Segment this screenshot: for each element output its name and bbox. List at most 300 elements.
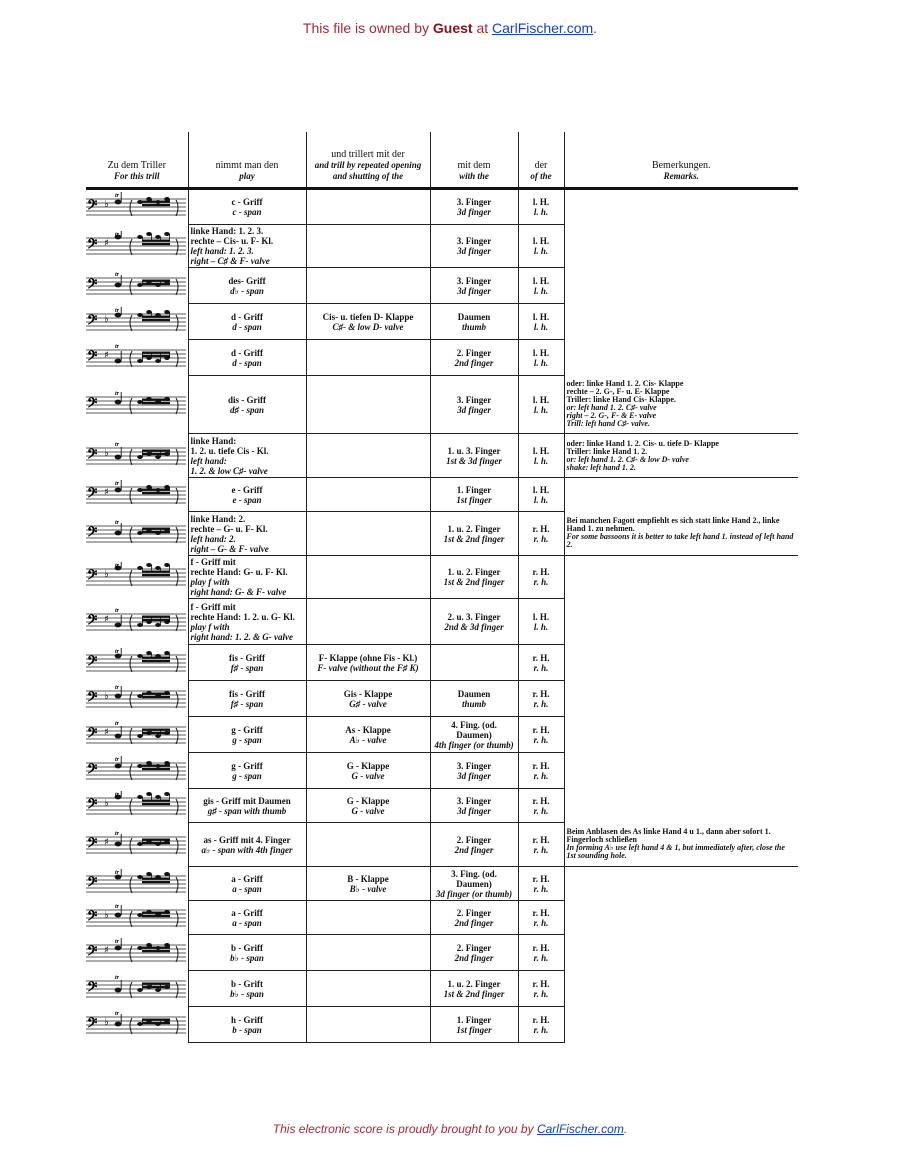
cell-line: right hand: G- & F- valve: [190, 587, 287, 597]
hand-cell: [518, 434, 564, 478]
bracket-open-icon: [130, 488, 132, 504]
finger-cell: [430, 935, 518, 971]
trill-mark-icon: tr: [115, 307, 120, 314]
beam-icon: [142, 574, 170, 576]
beam-icon: [142, 449, 170, 451]
cell-line: G - valve: [351, 770, 385, 781]
remarks-cell: [564, 645, 798, 681]
cell-line: B♭ - valve: [349, 883, 387, 894]
main-note-icon: [115, 282, 122, 287]
beam-icon: [142, 768, 170, 770]
finger-cell: [430, 556, 518, 599]
hand-cell: [518, 478, 564, 512]
accidental-icon: ♭: [104, 569, 109, 580]
header-of-the: der of the: [518, 132, 564, 189]
trill-notation-cell: [86, 1007, 188, 1043]
cell-line: r. h.: [533, 883, 549, 894]
cell-line: 4. Fing. (od. Daumen): [451, 719, 497, 740]
cell-line: 3. Finger: [456, 275, 492, 286]
bass-clef-icon: 𝄢: [87, 724, 98, 744]
cell-line: fis - Griff: [229, 688, 265, 699]
accidental-icon: ♭: [104, 447, 109, 459]
cell-line: d - span: [232, 357, 262, 368]
trill-key-cell: [306, 753, 430, 789]
table-row: [86, 478, 798, 512]
cell-line: 1st finger: [456, 1024, 492, 1035]
trill-mark-icon: tr: [115, 343, 120, 350]
bass-clef-icon: 𝄢: [87, 394, 98, 414]
cell-line: 2. Finger: [456, 834, 492, 845]
bracket-close-icon: [176, 838, 178, 854]
bracket-close-icon: [176, 799, 178, 815]
accidental-icon: ♭: [104, 797, 109, 809]
cell-line: l. H.: [532, 484, 550, 495]
cell-line: C♯- & low D- valve: [332, 321, 404, 332]
grace-note-icon: [164, 232, 170, 236]
remarks-cell: [564, 971, 798, 1007]
remarks-cell: [564, 599, 798, 645]
remarks-cell: [564, 434, 798, 478]
cell-line: e - span: [232, 494, 262, 505]
ownership-prefix: This file is owned by: [302, 20, 433, 36]
trill-mark-icon: tr: [115, 648, 120, 655]
main-note-icon: [115, 454, 122, 459]
grace-note-icon: [155, 988, 161, 992]
trill-staff-icon: [86, 1010, 186, 1040]
beam-icon: [142, 492, 170, 494]
bracket-open-icon: [130, 279, 132, 295]
bass-clef-icon: 𝄢: [87, 311, 98, 331]
trill-notation-cell: [86, 971, 188, 1007]
cell-line: r. h.: [533, 917, 549, 928]
beam-icon: [142, 531, 170, 533]
bracket-close-icon: [176, 728, 178, 744]
trill-key-cell: [306, 599, 430, 645]
main-note-icon: [115, 622, 122, 627]
table-row: [86, 645, 798, 681]
trill-staff-icon: [86, 390, 186, 420]
cell-line: 3d finger: [457, 285, 491, 296]
trill-notation-cell: [86, 599, 188, 645]
beam-icon: [142, 803, 170, 805]
carlfischer-link-bottom[interactable]: CarlFischer.com: [536, 1122, 624, 1136]
cell-line: g - span: [232, 770, 262, 781]
hand-cell: [518, 376, 564, 434]
table-row: [86, 434, 798, 478]
bracket-open-icon: [130, 692, 132, 708]
bass-clef-icon: 𝄢: [87, 611, 98, 631]
trill-key-cell: [306, 189, 430, 225]
hand-cell: [518, 717, 564, 753]
cell-line: r. H.: [532, 834, 550, 845]
bracket-open-icon: [130, 527, 132, 543]
table-row: [86, 512, 798, 556]
trill-notation-cell: [86, 225, 188, 268]
main-note-icon: [115, 733, 122, 738]
hand-cell: [518, 225, 564, 268]
cell-line: 2. u. 3. Finger: [447, 611, 501, 622]
table-row: [86, 376, 798, 434]
grace-note-icon: [164, 197, 170, 201]
cell-line: r. h.: [533, 734, 549, 745]
grace-note-icon: [146, 310, 152, 314]
grace-note-icon: [137, 795, 143, 799]
table-header-row: [86, 132, 798, 189]
bracket-close-icon: [176, 315, 178, 331]
cell-line: oder: linke Hand 1. 2. Cis- Klappe: [566, 379, 684, 389]
grip-cell: [188, 189, 306, 225]
finger-cell: [430, 971, 518, 1007]
cell-line: dis - Griff: [228, 394, 266, 405]
grace-note-icon: [146, 792, 152, 796]
beam-icon: [142, 243, 170, 245]
cell-line: 1st finger: [456, 494, 492, 505]
trill-key-cell: [306, 681, 430, 717]
cell-line: play f with: [190, 621, 230, 632]
trill-notation-cell: [86, 901, 188, 935]
remarks-cell: [564, 376, 798, 434]
bracket-close-icon: [176, 239, 178, 255]
cell-line: Cis- u. tiefen D- Klappe: [322, 311, 414, 322]
beam-icon: [142, 201, 170, 203]
grace-note-icon: [137, 313, 143, 317]
trill-key-cell: [306, 268, 430, 304]
trill-key-cell: [306, 1007, 430, 1043]
grace-note-icon: [146, 485, 152, 489]
grace-note-icon: [164, 872, 170, 876]
fingering-table: [86, 132, 798, 1043]
cell-line: shake: left hand 1. 2.: [566, 462, 636, 472]
cell-line: rechte Hand: 1. 2. u. G- Kl.: [190, 611, 295, 622]
table-row: [86, 867, 798, 901]
beam-icon: [142, 950, 170, 952]
trill-fingering-chart: [86, 132, 798, 1043]
table-row: [86, 901, 798, 935]
main-note-icon: [115, 530, 122, 535]
grip-cell: [188, 268, 306, 304]
finger-cell: [430, 1007, 518, 1043]
finger-cell: [430, 189, 518, 225]
beam-icon: [142, 619, 170, 621]
trill-staff-icon: [86, 830, 186, 860]
remarks-cell: [564, 304, 798, 340]
cell-line: linke Hand:: [190, 435, 237, 446]
grace-note-icon: [164, 310, 170, 314]
carlfischer-link-top[interactable]: CarlFischer.com: [492, 20, 594, 36]
trill-notation-cell: [86, 376, 188, 434]
grace-note-icon: [137, 531, 143, 535]
cell-line: G - Klappe: [346, 760, 390, 771]
bracket-open-icon: [130, 449, 132, 465]
cell-line: a - Griff: [231, 873, 263, 884]
beam-icon: [142, 571, 170, 573]
beam-icon: [142, 283, 170, 285]
cell-line: a - span: [232, 883, 262, 894]
finger-cell: [430, 717, 518, 753]
beam-icon: [142, 398, 170, 400]
cell-line: G - valve: [351, 805, 385, 816]
remarks-cell: [564, 1007, 798, 1043]
cell-line: b - Griff: [231, 942, 263, 953]
cell-line: r. h.: [533, 662, 549, 673]
beam-icon: [142, 911, 170, 913]
cell-line: 1. u. 2. Finger: [447, 567, 501, 577]
bracket-open-icon: [130, 239, 132, 255]
grace-note-icon: [155, 359, 161, 363]
trill-notation-cell: [86, 645, 188, 681]
grace-note-icon: [137, 623, 143, 627]
trill-key-cell: [306, 645, 430, 681]
bracket-close-icon: [176, 946, 178, 962]
trill-key-cell: [306, 717, 430, 753]
table-row: [86, 935, 798, 971]
bracket-open-icon: [130, 728, 132, 744]
bass-clef-icon: 𝄢: [87, 907, 98, 927]
finger-cell: [430, 376, 518, 434]
bass-clef-icon: 𝄢: [87, 523, 98, 543]
cell-line: Triller: linke Hand Cis- Klappe.: [566, 395, 676, 405]
trill-mark-icon: tr: [115, 271, 120, 278]
trill-mark-icon: tr: [115, 684, 120, 691]
grace-note-icon: [137, 359, 143, 363]
grace-note-icon: [164, 651, 170, 655]
header-remarks: Bemerkungen. Remarks.: [564, 132, 798, 189]
cell-line: r. H.: [532, 1014, 550, 1025]
main-note-icon: [115, 693, 122, 698]
bracket-open-icon: [130, 838, 132, 854]
grace-note-icon: [146, 943, 152, 947]
cell-line: Trill: left hand C♯- valve.: [566, 419, 650, 429]
main-note-icon: [115, 358, 122, 363]
grace-note-icon: [137, 764, 143, 768]
cell-line: 1. Finger: [456, 1014, 492, 1025]
cell-line: l. H.: [532, 445, 550, 456]
cell-line: l. H.: [532, 236, 550, 246]
beam-icon: [142, 402, 170, 404]
cell-line: B - Klappe: [347, 873, 389, 884]
beam-icon: [142, 799, 170, 801]
cell-line: r. h.: [533, 577, 549, 587]
grace-note-icon: [137, 400, 143, 404]
trill-notation-cell: [86, 789, 188, 823]
bracket-open-icon: [130, 656, 132, 672]
footer-notice: [0, 1122, 900, 1136]
cell-line: h - Griff: [231, 1014, 263, 1025]
trill-staff-icon: [86, 756, 186, 786]
cell-line: 1. u. 2. Finger: [447, 978, 501, 989]
remarks-cell: [564, 901, 798, 935]
hand-cell: [518, 599, 564, 645]
trill-staff-icon: [86, 480, 186, 510]
table-row: [86, 304, 798, 340]
cell-line: Gis - Klappe: [343, 688, 393, 699]
cell-line: g - Griff: [231, 760, 263, 771]
cell-line: 2. Finger: [456, 907, 492, 918]
bass-clef-icon: 𝄢: [87, 236, 98, 255]
cell-line: rechte – 2. G-, F- u. E- Klappe: [566, 387, 670, 397]
cell-line: 4th finger (or thumb): [434, 739, 514, 750]
table-row: [86, 789, 798, 823]
cell-line: 3. Finger: [456, 760, 492, 771]
beam-icon: [142, 527, 170, 529]
grace-note-icon: [137, 283, 143, 287]
grace-note-icon: [146, 872, 152, 876]
bass-clef-icon: 𝄢: [87, 197, 98, 217]
remarks-cell: [564, 935, 798, 971]
beam-icon: [142, 355, 170, 357]
bracket-open-icon: [130, 799, 132, 815]
trill-notation-cell: [86, 717, 188, 753]
beam-icon: [142, 696, 170, 698]
grip-cell: [188, 376, 306, 434]
hand-cell: [518, 512, 564, 556]
beam-icon: [142, 692, 170, 694]
header-with-the: mit dem with the: [430, 132, 518, 189]
hand-cell: [518, 1007, 564, 1043]
cell-line: or: left hand 1. 2. C♯- valve: [566, 403, 657, 413]
cell-line: l. H.: [532, 275, 550, 286]
cell-line: 2nd finger: [454, 844, 494, 855]
cell-line: 3d finger: [457, 770, 491, 781]
grip-cell: [188, 971, 306, 1007]
remarks-cell: [564, 753, 798, 789]
grace-note-icon: [164, 792, 170, 796]
cell-line: r. h.: [533, 952, 549, 963]
grace-note-icon: [137, 455, 143, 459]
cell-line: b - span: [232, 1024, 262, 1035]
cell-line: des- Griff: [228, 275, 266, 286]
cell-line: f - Griff mit: [190, 601, 236, 612]
finger-cell: [430, 304, 518, 340]
cell-line: linke Hand: 1. 2. 3.: [190, 226, 264, 236]
cell-line: d♯ - span: [229, 404, 264, 415]
beam-icon: [142, 279, 170, 281]
trill-key-cell: [306, 935, 430, 971]
cell-line: r. H.: [532, 652, 550, 663]
cell-line: a♭ - span with 4th finger: [201, 844, 293, 855]
trill-staff-icon: [86, 938, 186, 968]
cell-line: r. h.: [533, 770, 549, 781]
cell-line: r. h.: [533, 844, 549, 855]
cell-line: thumb: [461, 698, 486, 709]
grace-note-icon: [137, 875, 143, 879]
trill-mark-icon: tr: [115, 519, 120, 526]
cell-line: l. H.: [532, 347, 550, 358]
bracket-open-icon: [130, 398, 132, 414]
finger-cell: [430, 512, 518, 556]
grip-cell: [188, 935, 306, 971]
hand-cell: [518, 753, 564, 789]
cell-line: 1. Finger: [456, 484, 492, 495]
cell-line: oder: linke Hand 1. 2. Cis- u. tiefe D- Klappe: [566, 438, 719, 448]
accidental-icon: ♭: [104, 1016, 109, 1028]
cell-line: d - span: [232, 321, 262, 332]
trill-staff-icon: [86, 343, 186, 373]
main-note-icon: [115, 912, 122, 917]
cell-line: 3. Fing. (od. Daumen): [451, 868, 497, 889]
grace-note-icon: [137, 913, 143, 917]
grip-cell: [188, 753, 306, 789]
cell-line: r. H.: [532, 567, 550, 577]
beam-icon: [142, 1018, 170, 1020]
trill-key-cell: [306, 376, 430, 434]
cell-line: rechte – Cis- u. F- Kl.: [190, 236, 274, 246]
cell-line: 1st & 3d finger: [446, 455, 502, 466]
bracket-close-icon: [176, 911, 178, 927]
trill-mark-icon: tr: [115, 232, 120, 238]
bracket-close-icon: [176, 615, 178, 631]
cell-line: right – 2. G-, F- & E- valve: [566, 411, 657, 421]
cell-line: gis - Griff mit Daumen: [203, 795, 291, 806]
grip-cell: [188, 434, 306, 478]
cell-line: r. H.: [532, 942, 550, 953]
ownership-mid: at: [472, 20, 493, 36]
main-note-icon: [115, 945, 122, 950]
header-trill: Zu dem Triller For this trill: [86, 132, 188, 189]
cell-line: rechte – G- u. F- Kl.: [190, 523, 268, 534]
cell-line: l. H.: [532, 311, 550, 322]
cell-line: b♭ - span: [230, 988, 264, 999]
trill-staff-icon: [86, 607, 186, 637]
table-row: [86, 971, 798, 1007]
beam-icon: [142, 204, 170, 206]
cell-line: play f with: [190, 577, 230, 587]
bracket-open-icon: [130, 877, 132, 893]
grace-note-icon: [137, 200, 143, 204]
trill-mark-icon: tr: [115, 720, 120, 727]
trill-staff-icon: [86, 192, 186, 222]
cell-line: thumb: [461, 321, 486, 332]
remarks-cell: [564, 340, 798, 376]
trill-notation-cell: [86, 935, 188, 971]
remarks-cell: [564, 268, 798, 304]
cell-line: Daumen: [457, 688, 491, 699]
cell-line: r. h.: [533, 988, 549, 999]
trill-notation-cell: [86, 556, 188, 599]
beam-icon: [142, 915, 170, 917]
cell-line: d - Griff: [231, 347, 263, 358]
table-row: [86, 340, 798, 376]
footer-suffix: .: [623, 1122, 628, 1136]
cell-line: r. H.: [532, 795, 550, 806]
grip-cell: [188, 789, 306, 823]
cell-line: l. h.: [533, 321, 549, 332]
hand-cell: [518, 645, 564, 681]
beam-icon: [142, 315, 170, 317]
bass-clef-icon: 𝄢: [87, 275, 98, 295]
grace-note-icon: [146, 651, 152, 655]
trill-mark-icon: tr: [115, 563, 120, 569]
table-row: [86, 753, 798, 789]
cell-line: left hand:: [190, 455, 227, 466]
cell-line: r. h.: [533, 1024, 549, 1035]
trill-notation-cell: [86, 434, 188, 478]
trill-key-cell: [306, 867, 430, 901]
finger-cell: [430, 340, 518, 376]
trill-mark-icon: tr: [115, 756, 120, 763]
bass-clef-icon: 𝄢: [87, 942, 98, 962]
trill-staff-icon: [86, 684, 186, 714]
grace-note-icon: [164, 943, 170, 947]
cell-line: l. h.: [533, 494, 549, 505]
bass-clef-icon: 𝄢: [87, 873, 98, 893]
grip-cell: [188, 512, 306, 556]
remarks-cell: [564, 823, 798, 867]
cell-line: 1. 2. u. tiefe Cis - Kl.: [190, 445, 269, 456]
accidental-icon: ♯: [104, 726, 109, 738]
hand-cell: [518, 789, 564, 823]
cell-line: right – C♯ & F- valve: [190, 256, 270, 266]
